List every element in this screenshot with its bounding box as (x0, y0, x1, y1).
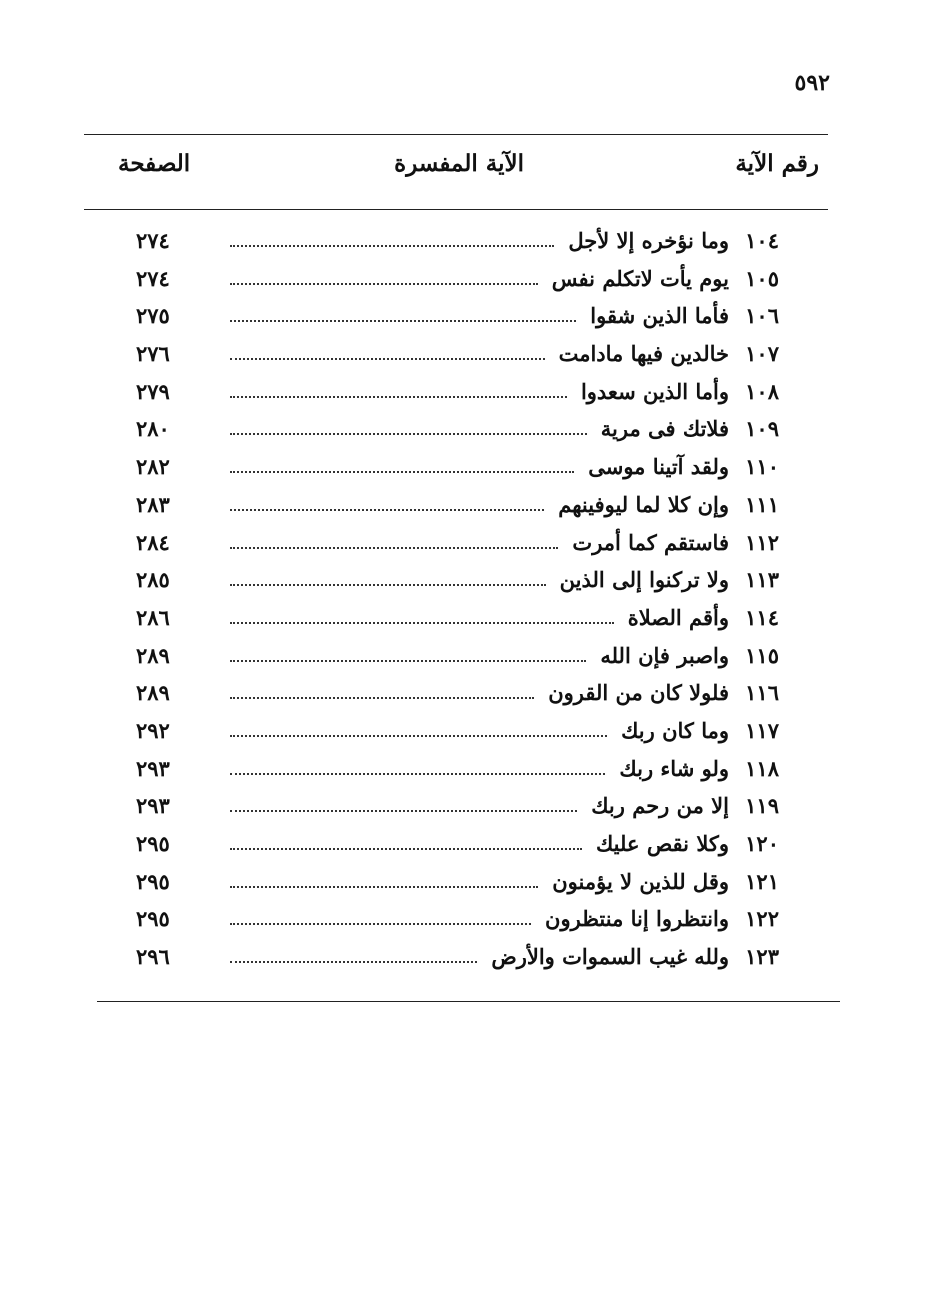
table-row (0, 339, 927, 377)
dot-leader (230, 810, 577, 812)
header-rule (84, 209, 828, 210)
verse-number: ١١٧ (745, 717, 779, 743)
index-rows (0, 226, 927, 980)
page-ref: ٢٧٦ (136, 341, 170, 367)
verse-number: ١١٥ (745, 642, 779, 668)
verse-text: واصبر فإن الله (600, 642, 729, 668)
verse-number: ١٠٥ (745, 265, 779, 291)
verse-text: ولا تركنوا إلى الذين (559, 567, 729, 593)
page-ref: ٢٨٦ (136, 604, 170, 630)
verse-text: وأما الذين سعدوا (580, 378, 729, 404)
verse-text: وأقم الصلاة (627, 604, 729, 630)
page-ref: ٢٨٣ (136, 491, 170, 517)
page-ref: ٢٨٠ (136, 416, 170, 442)
dot-leader (230, 848, 582, 850)
verse-number: ١٢٠ (745, 831, 779, 856)
page-ref: ٢٨٩ (136, 642, 170, 668)
verse-text: ولله غيب السموات والأرض (491, 944, 729, 970)
verse-number: ١١١ (745, 491, 779, 517)
dot-leader (230, 660, 586, 662)
header-page: الصفحة (118, 150, 191, 177)
table-row (0, 603, 927, 641)
page-ref: ٢٩٣ (136, 755, 170, 781)
verse-text: وكلا نقص عليك (595, 831, 729, 856)
dot-leader (230, 961, 477, 963)
verse-number: ١٢٣ (745, 944, 779, 970)
verse-number: ١٢١ (745, 868, 779, 894)
verse-text: وما نؤخره إلا لأجل (568, 228, 729, 253)
dot-leader (230, 773, 605, 775)
page-ref: ٢٨٤ (136, 529, 170, 555)
page-ref: ٢٧٩ (136, 378, 170, 404)
verse-text: فأما الذين شقوا (590, 303, 729, 329)
verse-number: ١١٣ (745, 567, 779, 593)
verse-text: وما كان ربك (621, 717, 729, 743)
verse-text: ولو شاء ربك (619, 755, 729, 781)
table-row (0, 565, 927, 603)
dot-leader (230, 886, 538, 888)
table-row (0, 490, 927, 528)
dot-leader (230, 283, 538, 285)
table-row (0, 528, 927, 566)
verse-text: وإن كلا لما ليوفينهم (558, 491, 729, 517)
page-ref: ٢٧٤ (136, 265, 170, 291)
verse-text: وانتظروا إنا منتظرون (545, 906, 729, 932)
page-number: ٥٩٢ (794, 70, 830, 96)
dot-leader (230, 735, 607, 737)
dot-leader (230, 584, 546, 586)
verse-text: فلاتك فى مرية (600, 416, 729, 442)
table-row (0, 829, 927, 867)
page-ref: ٢٩٣ (136, 793, 170, 819)
verse-number: ١١٨ (745, 755, 779, 781)
verse-number: ١٠٧ (745, 341, 779, 367)
verse-text: إلا من رحم ربك (591, 793, 729, 819)
page-ref: ٢٩٢ (136, 717, 170, 743)
dot-leader (230, 358, 545, 360)
dot-leader (230, 547, 558, 549)
table-row (0, 377, 927, 415)
page-ref: ٢٨٩ (136, 680, 170, 706)
verse-number: ١١٢ (745, 529, 779, 555)
page-ref: ٢٩٥ (136, 868, 170, 894)
verse-number: ١٠٦ (745, 303, 779, 329)
header-verse-explained: الآية المفسرة (394, 150, 524, 177)
page-ref: ٢٩٥ (136, 831, 170, 856)
table-row (0, 264, 927, 302)
header-verse-number: رقم الآية (735, 150, 819, 177)
table-row (0, 904, 927, 942)
table-row (0, 867, 927, 905)
table-row (0, 641, 927, 679)
bottom-rule (97, 1001, 840, 1002)
verse-number: ١١٠ (745, 454, 779, 480)
dot-leader (230, 697, 534, 699)
dot-leader (230, 923, 531, 925)
dot-leader (230, 245, 554, 247)
table-row (0, 754, 927, 792)
table-row (0, 301, 927, 339)
page-ref: ٢٧٤ (136, 228, 170, 253)
table-row (0, 716, 927, 754)
table-row (0, 678, 927, 716)
dot-leader (230, 471, 574, 473)
verse-text: يوم يأت لاتكلم نفس (551, 265, 729, 291)
table-row (0, 226, 927, 264)
dot-leader (230, 622, 614, 624)
dot-leader (230, 509, 544, 511)
dot-leader (230, 320, 576, 322)
verse-number: ١٠٤ (745, 228, 779, 253)
table-row (0, 791, 927, 829)
page-ref: ٢٨٢ (136, 454, 170, 480)
page-ref: ٢٩٦ (136, 944, 170, 970)
verse-text: ولقد آتينا موسى (588, 454, 729, 480)
verse-text: فاستقم كما أمرت (572, 529, 729, 555)
table-row (0, 414, 927, 452)
dot-leader (230, 433, 587, 435)
verse-text: فلولا كان من القرون (548, 680, 729, 706)
verse-text: خالدين فيها مادامت (558, 341, 729, 367)
verse-number: ١١٩ (745, 793, 779, 819)
verse-number: ١٠٩ (745, 416, 779, 442)
page-ref: ٢٧٥ (136, 303, 170, 329)
verse-text: وقل للذين لا يؤمنون (552, 868, 729, 894)
verse-number: ١٠٨ (745, 378, 779, 404)
page-ref: ٢٨٥ (136, 567, 170, 593)
verse-number: ١٢٢ (745, 906, 779, 932)
dot-leader (230, 396, 567, 398)
top-rule (84, 134, 828, 135)
table-row (0, 452, 927, 490)
page-ref: ٢٩٥ (136, 906, 170, 932)
verse-number: ١١٦ (745, 680, 779, 706)
table-row (0, 942, 927, 980)
verse-number: ١١٤ (745, 604, 779, 630)
